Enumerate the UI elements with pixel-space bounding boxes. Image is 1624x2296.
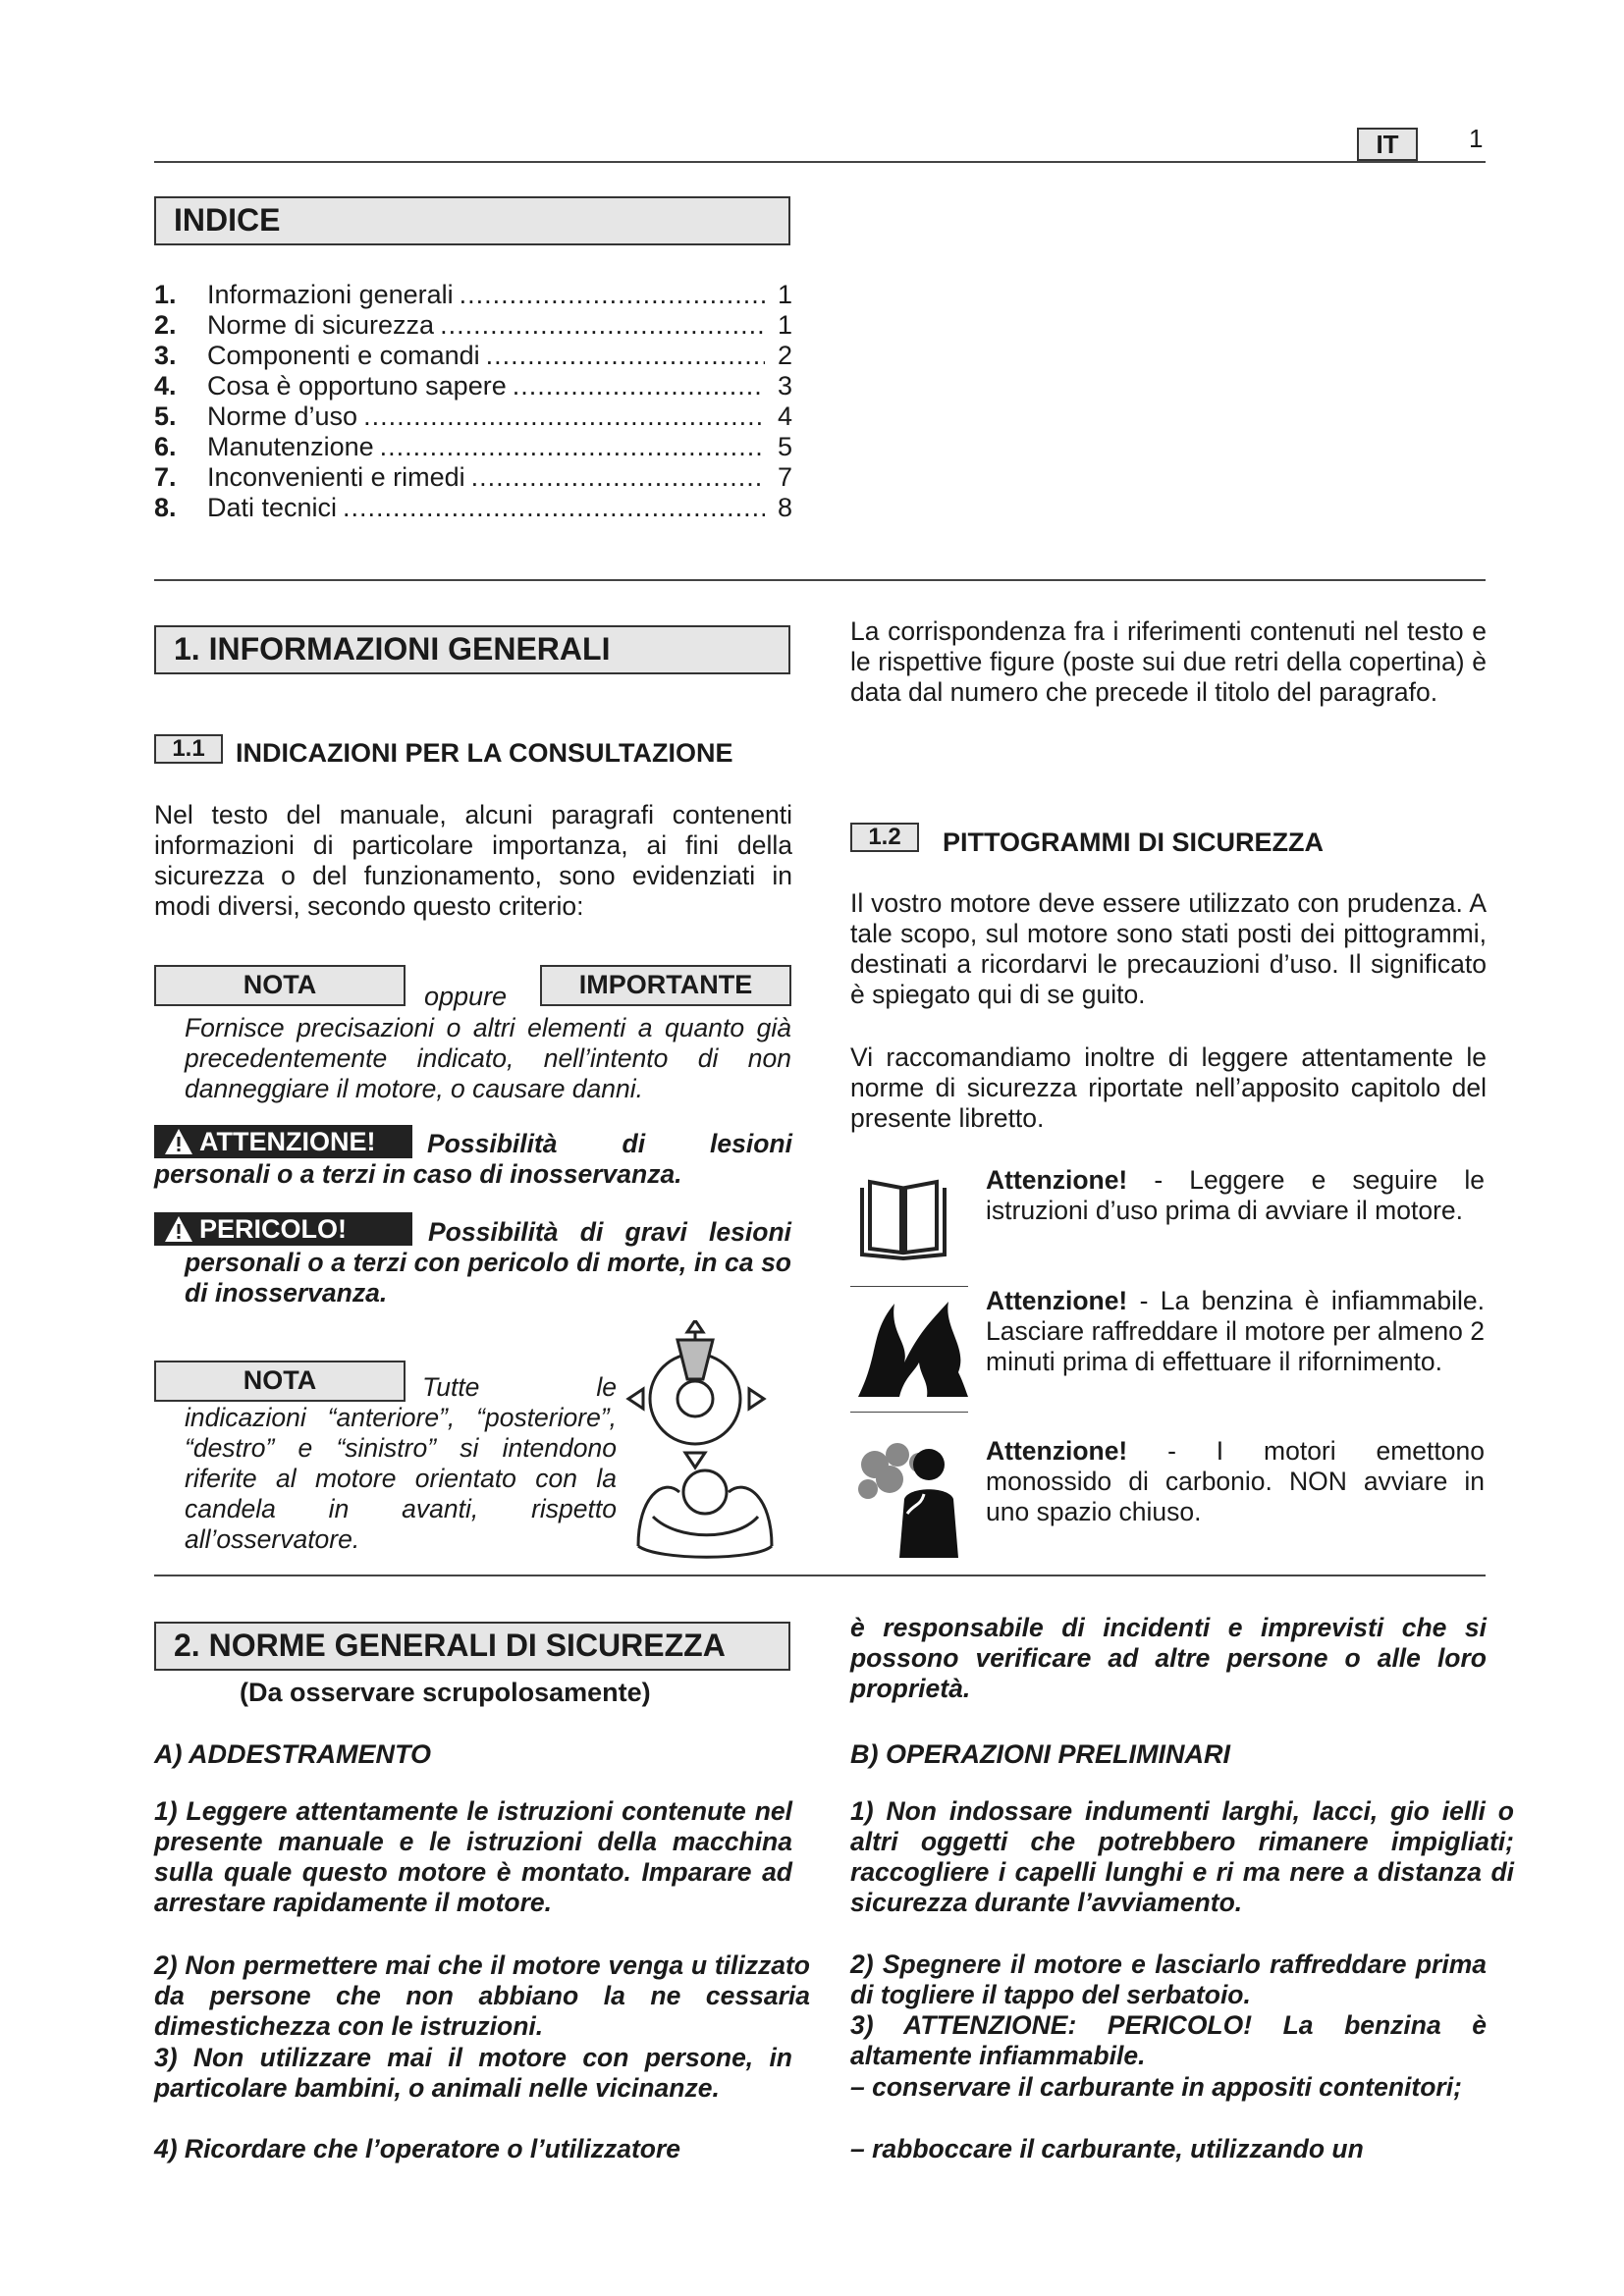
subsection-1-2-number: 1.2 (850, 823, 919, 852)
toc-number: 2. (154, 310, 177, 340)
toc-number: 3. (154, 341, 177, 370)
pictogram-2-desc: - La benzina è infiammabile. Lasciare raffreddare il motore per almeno 2 minuti prima di effettuare il rifornimento. (986, 1286, 1485, 1376)
pictogram-1-bold: Attenzione! (986, 1165, 1128, 1195)
subsection-1-2-title: PITTOGRAMMI DI SICUREZZA (943, 828, 1324, 857)
toc-row[interactable] (154, 280, 792, 310)
rule-b3: 3) ATTENZIONE: PERICOLO! La benzina è altamente infiammabile. (850, 2010, 1487, 2070)
section-divider (154, 579, 1486, 581)
pictogram-2-text (986, 1286, 1485, 1377)
rule-a2: 2) Non permettere mai che il motore venga u tilizzato da persone che non abbiano la ne cessaria dimestichezza con le istruzioni. (154, 1950, 810, 2041)
toc-leader-dots (460, 280, 765, 310)
pictogram-divider (850, 1412, 968, 1413)
toc-row[interactable] (154, 341, 792, 371)
toc-leader-dots (471, 462, 765, 493)
toc-number: 8. (154, 493, 177, 522)
toc-label: Manutenzione (207, 432, 374, 461)
toc-label: Componenti e comandi (207, 341, 480, 370)
toc-page: 3 (777, 371, 792, 400)
header-rule (154, 161, 1486, 163)
section-divider (154, 1575, 1486, 1576)
table-of-contents (154, 280, 792, 523)
toc-page: 1 (777, 280, 792, 309)
book-icon (854, 1168, 952, 1266)
nota-label: NOTA (154, 965, 406, 1006)
toc-row[interactable] (154, 462, 792, 493)
subsection-1-1-number: 1.1 (154, 734, 223, 764)
pictogram-1-desc: - Leggere e seguire le istruzioni d’uso prima di avviare il motore. (986, 1165, 1485, 1225)
pericolo-label-text: PERICOLO! (199, 1214, 348, 1244)
toc-label: Informazioni generali (207, 280, 454, 309)
toc-row[interactable] (154, 493, 792, 523)
pictogram-divider (850, 1286, 968, 1287)
pericolo-description (185, 1217, 791, 1308)
rule-a4: 4) Ricordare che l’operatore o l’utilizzatore (154, 2134, 681, 2163)
toc-number: 6. (154, 432, 177, 461)
toc-row[interactable] (154, 371, 792, 401)
section2-title: 2. NORME GENERALI DI SICUREZZA (154, 1622, 790, 1671)
toc-label: Norme d’uso (207, 401, 358, 431)
nota2-text: Tutte le indicazioni “anteriore”, “posteriore”, “destro” e “sinistro” si intendono riferite al motore orientato con la candela in avanti, rispetto all’osservatore. (185, 1372, 617, 1554)
pictogram-1-text (986, 1165, 1485, 1226)
toc-row[interactable] (154, 401, 792, 432)
toc-page: 7 (777, 462, 792, 492)
toc-row[interactable] (154, 432, 792, 462)
pictogram-2-bold: Attenzione! (986, 1286, 1128, 1315)
figure-reference-intro: La corrispondenza fra i riferimenti contenuti nel testo e le rispettive figure (poste sui due retri della copertina) è data dal numero che precede il titolo del paragrafo. (850, 616, 1487, 707)
pictogram-recommendation: Vi raccomandiamo inoltre di leggere attentamente le norme di sicurezza riportate nell’apposito capitolo del presente libretto. (850, 1042, 1487, 1133)
rule-b2: 2) Spegnere il motore e lasciarlo raffreddare prima di togliere il tappo del serbatoio. (850, 1949, 1487, 2009)
section2-subtitle: (Da osservare scrupolosamente) (240, 1678, 651, 1707)
toc-number: 4. (154, 371, 177, 400)
toc-leader-dots (343, 493, 765, 523)
toc-page: 8 (777, 493, 792, 522)
pericolo-text: Possibilità di gravi lesioni personali o a terzi con pericolo di morte, in ca so di inosservanza. (185, 1217, 791, 1308)
toc-label: Cosa è opportuno sapere (207, 371, 507, 400)
oppure-text: oppure (424, 982, 508, 1011)
toc-leader-dots (380, 432, 765, 462)
toc-title: INDICE (154, 196, 790, 245)
importante-label: IMPORTANTE (540, 965, 791, 1006)
toc-number: 5. (154, 401, 177, 431)
pictogram-3-bold: Attenzione! (986, 1436, 1128, 1466)
attenzione-text: Possibilità di lesioni personali o a terzi in caso di inosservanza. (154, 1129, 792, 1189)
toc-leader-dots (363, 401, 765, 432)
pictogram-intro: Il vostro motore deve essere utilizzato con prudenza. A tale scopo, sul motore sono stati posti dei pittogrammi, destinati a ricordarvi le precauzioni d’uso. Il significato è spiegato qui di se guito. (850, 888, 1487, 1009)
toc-leader-dots (513, 371, 765, 401)
nota2-label: NOTA (154, 1361, 406, 1402)
toc-page: 5 (777, 432, 792, 461)
rule-a4-continued: è responsabile di incidenti e imprevisti che si possono verificare ad altre persone o alle loro proprietà. (850, 1613, 1487, 1703)
attenzione-label-text: ATTENZIONE! (199, 1127, 376, 1156)
flame-icon (850, 1294, 973, 1402)
toc-leader-dots (440, 310, 765, 341)
subsection-1-1-intro: Nel testo del manuale, alcuni paragrafi contenenti informazioni di particolare importanza, ai fini della sicurezza o del funzionamento, sono evidenziati in modi diversi, secondo questo criterio: (154, 800, 792, 921)
rule-a1: 1) Leggere attentamente le istruzioni contenute nel presente manuale e le istruzioni della macchina sulla quale questo motore è montato. Imparare ad arrestare rapidamente il motore. (154, 1796, 792, 1917)
toc-page: 1 (777, 310, 792, 340)
toc-leader-dots (486, 341, 765, 371)
rule-b3a: – conservare il carburante in appositi contenitori; (850, 2072, 1462, 2102)
toc-label: Inconvenienti e rimedi (207, 462, 465, 492)
pictogram-3-text (986, 1436, 1485, 1527)
toc-row[interactable] (154, 310, 792, 341)
subsection-1-1-title: INDICAZIONI PER LA CONSULTAZIONE (236, 738, 733, 768)
nota2-description (185, 1372, 617, 1555)
section1-title: 1. INFORMAZIONI GENERALI (154, 625, 790, 674)
operazioni-preliminari-title: B) OPERAZIONI PRELIMINARI (850, 1739, 1231, 1769)
exhaust-icon (850, 1435, 973, 1563)
rule-b3b: – rabboccare il carburante, utilizzando un (850, 2134, 1364, 2163)
engine-orientation-illustration (619, 1320, 795, 1566)
language-badge: IT (1357, 128, 1418, 161)
rule-a3: 3) Non utilizzare mai il motore con persone, in particolare bambini, o animali nelle vicinanze. (154, 2043, 792, 2103)
toc-number: 1. (154, 280, 177, 309)
pictogram-3-desc: - I motori emettono monossido di carbonio. NON avviare in uno spazio chiuso. (986, 1436, 1485, 1526)
attenzione-description (154, 1129, 792, 1190)
page-number: 1 (1469, 124, 1484, 153)
rule-b1: 1) Non indossare indumenti larghi, lacci, gio ielli o altri oggetti che potrebbero rimanere impigliati; raccogliere i capelli lunghi e ri ma nere a distanza di sicurezza durante l’avviamento. (850, 1796, 1514, 1917)
toc-number: 7. (154, 462, 177, 492)
toc-page: 4 (777, 401, 792, 431)
toc-page: 2 (777, 341, 792, 370)
toc-label: Dati tecnici (207, 493, 338, 522)
nota-description: Fornisce precisazioni o altri elementi a quanto già precedentemente indicato, nell’intento di non danneggiare il motore, o causare danni. (185, 1013, 791, 1103)
addestramento-title: A) ADDESTRAMENTO (154, 1739, 431, 1769)
toc-label: Norme di sicurezza (207, 310, 435, 340)
